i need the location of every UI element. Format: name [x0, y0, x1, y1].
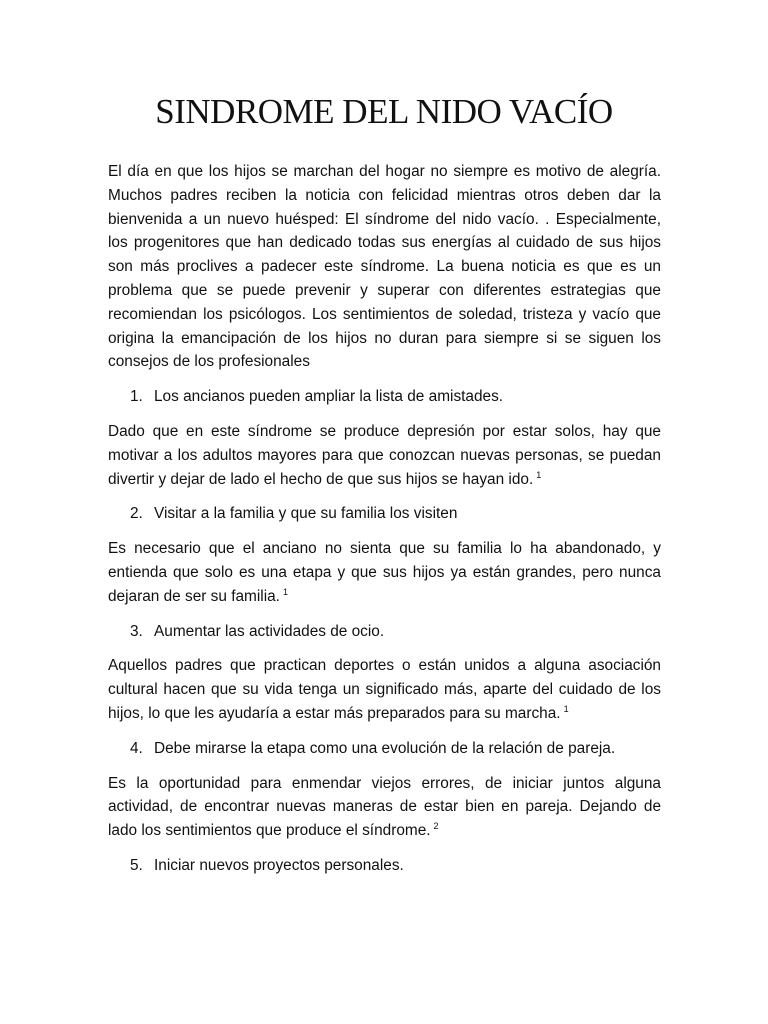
list-item-heading: Debe mirarse la etapa como una evolución de la relación de pareja.	[154, 739, 616, 757]
list-item-heading: Aumentar las actividades de ocio.	[154, 622, 385, 640]
footnote-marker: 1	[282, 586, 288, 597]
item-paragraph	[108, 537, 661, 608]
intro-paragraph: El día en que los hijos se marchan del hogar no siempre es motivo de alegría. Muchos padres reciben la noticia con felicidad mientras otros deben dar la bienvenida a un nuevo huésped: El síndrome del nido vacío. . Especialmente, los progenitores que han dedicado todas sus energías al cuidado de sus hijos son más proclives a padecer este síndrome. La buena noticia es que es un problema que se puede prevenir y superar con diferentes estrategias que recomiendan los psicólogos. Los sentimientos de soledad, tristeza y vacío que origina la emancipación de los hijos no duran para siempre si se siguen los consejos de los profesionales	[108, 163, 661, 371]
paragraph-text: Aquellos padres que practican deportes o están unidos a alguna asociación cultural hacen que su vida tenga un significado más, aparte del cuidado de los hijos, lo que les ayudaría a estar más preparados para su marcha.	[108, 657, 661, 722]
list-item-number: 4.	[130, 739, 143, 757]
paragraph-text: Es necesario que el anciano no sienta que su familia lo ha abandonado, y entienda que solo es una etapa y que sus hijos ya están grandes, pero nunca dejaran de ser su familia.	[108, 540, 661, 605]
footnote-marker: 1	[563, 703, 569, 714]
list-item-number: 5.	[130, 856, 143, 874]
item-paragraph	[108, 420, 661, 491]
list-item	[108, 385, 661, 409]
list-item-number: 1.	[130, 388, 143, 406]
document-body	[108, 160, 661, 889]
list-item	[108, 502, 661, 526]
paragraph-text: Es la oportunidad para enmendar viejos errores, de iniciar juntos alguna actividad, de encontrar nuevas maneras de estar bien en pareja. Dejando de lado los sentimientos que produce el síndrome.	[108, 774, 661, 840]
list-item-number: 3.	[130, 622, 143, 640]
paragraph-text: Dado que en este síndrome se produce depresión por estar solos, hay que motivar a los adultos mayores para que conozcan nuevas personas, se puedan divertir y dejar de lado el hecho de que sus hijos se hayan ido.	[108, 422, 661, 488]
footnote-marker: 1	[536, 469, 542, 480]
footnote-marker: 2	[433, 821, 439, 832]
list-item	[108, 737, 661, 761]
list-item-heading: Iniciar nuevos proyectos personales.	[154, 856, 404, 874]
list-item-heading: Los ancianos pueden ampliar la lista de amistades.	[154, 388, 504, 406]
item-paragraph	[108, 654, 661, 725]
list-item	[108, 854, 661, 878]
item-paragraph	[108, 772, 661, 843]
list-item-number: 2.	[130, 505, 143, 523]
document-title: SINDROME DEL NIDO VACÍO	[155, 92, 613, 131]
list-item-heading: Visitar a la familia y que su familia los visiten	[154, 505, 458, 523]
list-item	[108, 620, 661, 644]
